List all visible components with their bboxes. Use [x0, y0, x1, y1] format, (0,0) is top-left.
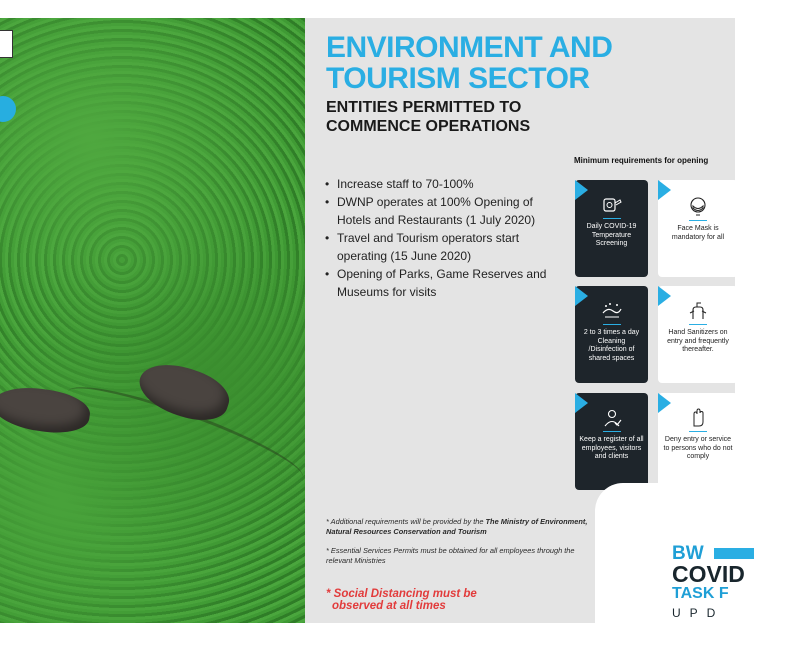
corner-marker-icon	[658, 180, 671, 200]
divider	[689, 324, 707, 325]
list-item	[324, 229, 564, 265]
corner-marker-icon	[575, 286, 588, 306]
thermometer-screening-icon	[601, 195, 623, 215]
list-item-text: DWNP operates at 100% Opening of Hotels and Restaurants (1 July 2020)	[337, 195, 536, 227]
corner-marker-icon	[658, 286, 671, 306]
footnote-permits: * Essential Services Permits must be obtained for all employees through the relevant Ministries	[326, 546, 575, 565]
requirement-text: Deny entry or service to persons who do not comply	[663, 436, 733, 460]
stop-hand-icon	[687, 408, 709, 428]
divider	[603, 431, 621, 432]
register-person-icon	[601, 408, 623, 428]
page-subtitle: ENTITIES PERMITTED TO COMMENCE OPERATIONS	[326, 99, 531, 135]
face-mask-icon	[687, 195, 709, 217]
coat-of-arms-logo	[0, 30, 13, 58]
requirement-text: Daily COVID-19 Temperature Screening	[586, 223, 637, 247]
requirement-text: Hand Sanitizers on entry and frequently thereafter.	[667, 329, 729, 353]
requirement-card-temperature	[575, 180, 648, 277]
divider	[603, 218, 621, 219]
aerial-hippo-photo	[0, 18, 305, 623]
task-force-logo	[672, 545, 745, 621]
footnotes	[326, 517, 601, 575]
requirement-card-sanitizer	[658, 286, 738, 383]
permitted-operations-list	[324, 175, 564, 301]
list-item-text: Opening of Parks, Game Reserves and Museums for visits	[337, 267, 547, 299]
bullet-icon: •	[325, 195, 330, 209]
footnote-additional-requirements	[326, 517, 601, 537]
requirements-heading: Minimum requirements for opening	[574, 156, 709, 165]
requirement-card-register	[575, 393, 648, 490]
footnote-text: * Additional requirements will be provided by the	[326, 517, 486, 526]
list-item-text: Travel and Tourism operators start operating (15 June 2020)	[337, 231, 520, 263]
social-distancing-line: observed at all times	[332, 600, 446, 612]
ministry-name: The Ministry of Environment, Natural Resources Conservation and Tourism	[326, 517, 588, 536]
divider	[689, 220, 707, 221]
requirement-text: 2 to 3 times a day Cleaning /Disinfection of shared spaces	[583, 329, 640, 362]
requirement-card-face-mask	[658, 180, 738, 277]
bullet-icon: •	[325, 231, 330, 245]
infographic	[0, 18, 745, 623]
logo-accent-bar	[714, 548, 754, 559]
list-item	[324, 193, 564, 229]
requirement-text: Face Mask is mandatory for all	[671, 225, 725, 241]
logo-update: UPD	[672, 606, 725, 620]
bullet-icon: •	[325, 267, 330, 281]
hand-sanitizer-icon	[687, 301, 709, 321]
list-item	[324, 265, 564, 301]
logo-task-force: TASK F	[672, 585, 729, 602]
logo-bw: BW	[672, 543, 704, 564]
list-item-text: Increase staff to 70-100%	[337, 177, 474, 191]
requirement-text: Keep a register of all employees, visitors and clients	[579, 436, 644, 460]
requirement-card-cleaning	[575, 286, 648, 383]
requirement-card-deny-entry	[658, 393, 738, 490]
corner-marker-icon	[658, 393, 671, 413]
logo-covid: COVID	[672, 561, 745, 587]
divider	[689, 431, 707, 432]
corner-emblem-icon	[0, 96, 16, 122]
bullet-icon: •	[325, 177, 330, 191]
corner-marker-icon	[575, 393, 588, 413]
social-distancing-notice	[326, 588, 566, 612]
cleaning-spray-icon	[601, 301, 623, 321]
social-distancing-line: * Social Distancing must be	[326, 588, 477, 600]
divider	[603, 324, 621, 325]
corner-marker-icon	[575, 180, 588, 200]
list-item	[324, 175, 564, 193]
page-title: ENVIRONMENT AND TOURISM SECTOR	[326, 31, 613, 95]
